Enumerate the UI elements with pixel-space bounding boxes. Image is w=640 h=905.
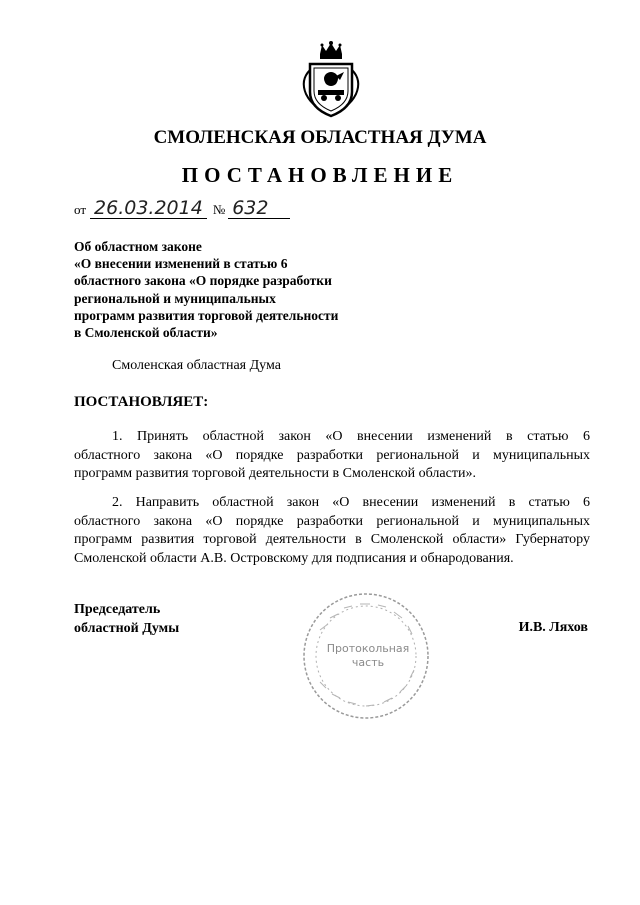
subject-line: «О внесении изменений в статью 6 — [74, 256, 288, 272]
subject-line: Об областном законе — [74, 239, 202, 254]
subject-line: областного закона «О порядке разработки — [74, 273, 332, 289]
document-subject — [74, 238, 404, 341]
subject-line: в Смоленской области» — [74, 325, 218, 341]
document-type-title: ПОСТАНОВЛЕНИЕ — [181, 163, 459, 187]
subject-line: программ развития торговой деятельности — [74, 307, 339, 323]
date-value: 26.03.2014 — [90, 198, 207, 219]
date-number-line — [74, 198, 290, 219]
paragraph-line: Смоленской области А.В. Островскому для подписания и обнародования. — [74, 550, 514, 566]
signatory-title-line: областной Думы — [74, 620, 180, 636]
paragraph-line: программ развития торговой деятельности в Смоленской области» Губернатору — [74, 532, 590, 547]
paragraph-line: областного закона «О порядке разработки региональной и муниципальных — [74, 447, 590, 463]
resolves-heading: ПОСТАНОВЛЯЕТ: — [74, 394, 209, 410]
stamp-text-line: Протокольная — [326, 642, 410, 655]
stamp-text — [318, 642, 418, 670]
signatory-title-line: Председатель — [74, 602, 161, 617]
paragraph-1 — [74, 428, 590, 484]
stamp-text-line: часть — [351, 656, 385, 669]
date-label: от — [74, 202, 87, 217]
number-label: № — [212, 202, 226, 217]
paragraph-line: 2. Направить областной закон «О внесении изменений в статью 6 — [112, 495, 590, 510]
number-value: 632 — [228, 198, 290, 219]
signatory-title — [74, 601, 179, 638]
organization-title: СМОЛЕНСКАЯ ОБЛАСТНАЯ ДУМА — [153, 127, 487, 148]
paragraph-line: областного закона «О порядке разработки региональной и муниципальных — [74, 513, 590, 529]
smolensk-coat-of-arms-icon — [296, 40, 366, 120]
council-name: Смоленская областная Дума — [112, 358, 281, 373]
paragraph-2 — [74, 494, 590, 568]
paragraph-line: программ развития торговой деятельности в Смоленской области». — [74, 466, 476, 481]
signatory-name: И.В. Ляхов — [518, 620, 588, 635]
paragraph-line: 1. Принять областной закон «О внесении изменений в статью 6 — [112, 429, 590, 444]
subject-line: региональной и муниципальных — [74, 290, 276, 306]
